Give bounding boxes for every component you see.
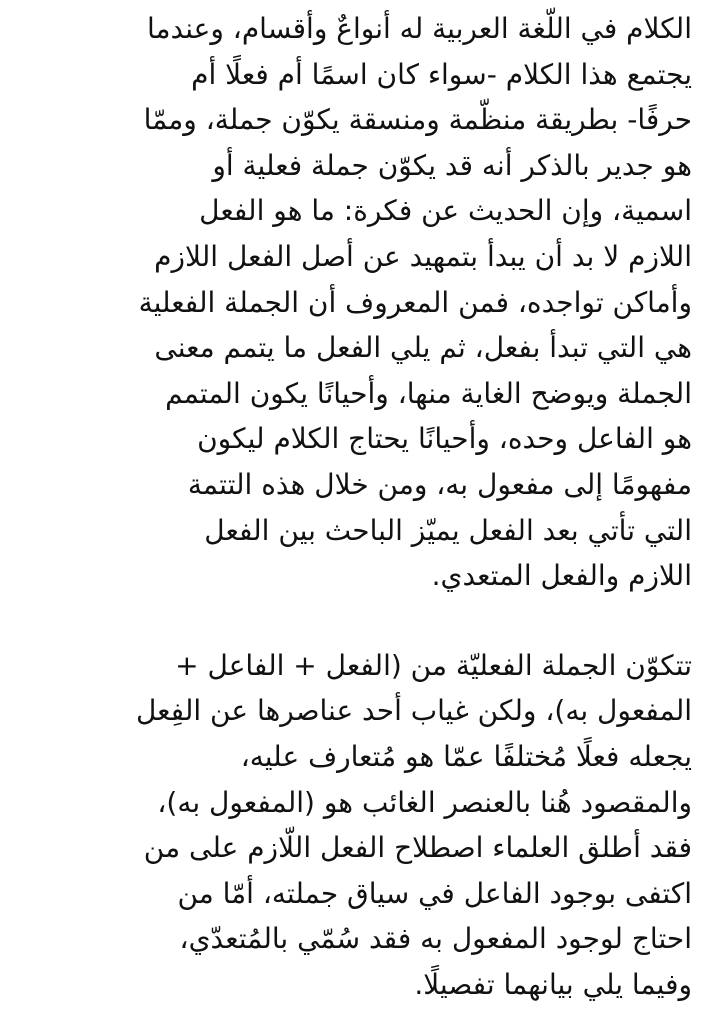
text-line: التي تأتي بعد الفعل يميّز الباحث بين الفعل [204,513,692,547]
text-line: والمقصود هُنا بالعنصر الغائب هو (المفعول به)، [157,785,692,819]
text-line: اكتفى بوجود الفاعل في سياق جملته، أمّا من [177,876,692,910]
text-line: فقد أطلق العلماء اصطلاح الفعل اللّازم على من [143,831,692,865]
text-line: مفهومًا إلى مفعول به، ومن خلال هذه التتمة [187,467,692,501]
text-line: حرفًا- بطريقة منظّمة ومنسقة يكوّن جملة، وممّا [143,103,692,137]
text-line: احتاج لوجود المفعول به فقد سُمّي بالمُتعدّي، [179,922,692,956]
paragraph-1 [28,6,692,599]
text-line: يجعله فعلًا مُختلفًا عمّا هو مُتعارف عليه، [240,739,692,773]
text-line: وأماكن تواجده، فمن المعروف أن الجملة الفعلية [138,285,692,319]
text-line: الكلام في اللّغة العربية له أنواعٌ وأقسام، وعندما [146,12,692,45]
text-line: هو الفاعل وحده، وأحيانًا يحتاج الكلام ليكون [197,422,692,456]
text-line: هي التي تبدأ بفعل، ثم يلي الفعل ما يتمم معنى [154,331,692,365]
text-line: الجملة ويوضح الغاية منها، وأحيانًا يكون المتمم [165,376,692,410]
text-line: هو جدير بالذكر أنه قد يكوّن جملة فعلية أو [212,148,692,182]
text-line: يجتمع هذا الكلام -سواء كان اسمًا أم فعلًا أم [191,57,692,91]
paragraph-gap [28,599,692,643]
text-line: اللازم لا بد أن يبدأ بتمهيد عن أصل الفعل اللازم [154,239,692,273]
paragraph-2 [28,643,692,1008]
text-line: اسمية، وإن الحديث عن فكرة: ما هو الفعل [199,194,692,228]
text-line: اللازم والفعل المتعدي. [431,559,692,593]
text-line: وفيما يلي بيانهما تفصيلًا. [414,967,692,1001]
text-line: تتكوّن الجملة الفعليّة من (الفعل + الفاعل + [175,648,692,682]
text-line: المفعول به)، ولكن غياب أحد عناصرها عن الفِعل [135,694,692,728]
